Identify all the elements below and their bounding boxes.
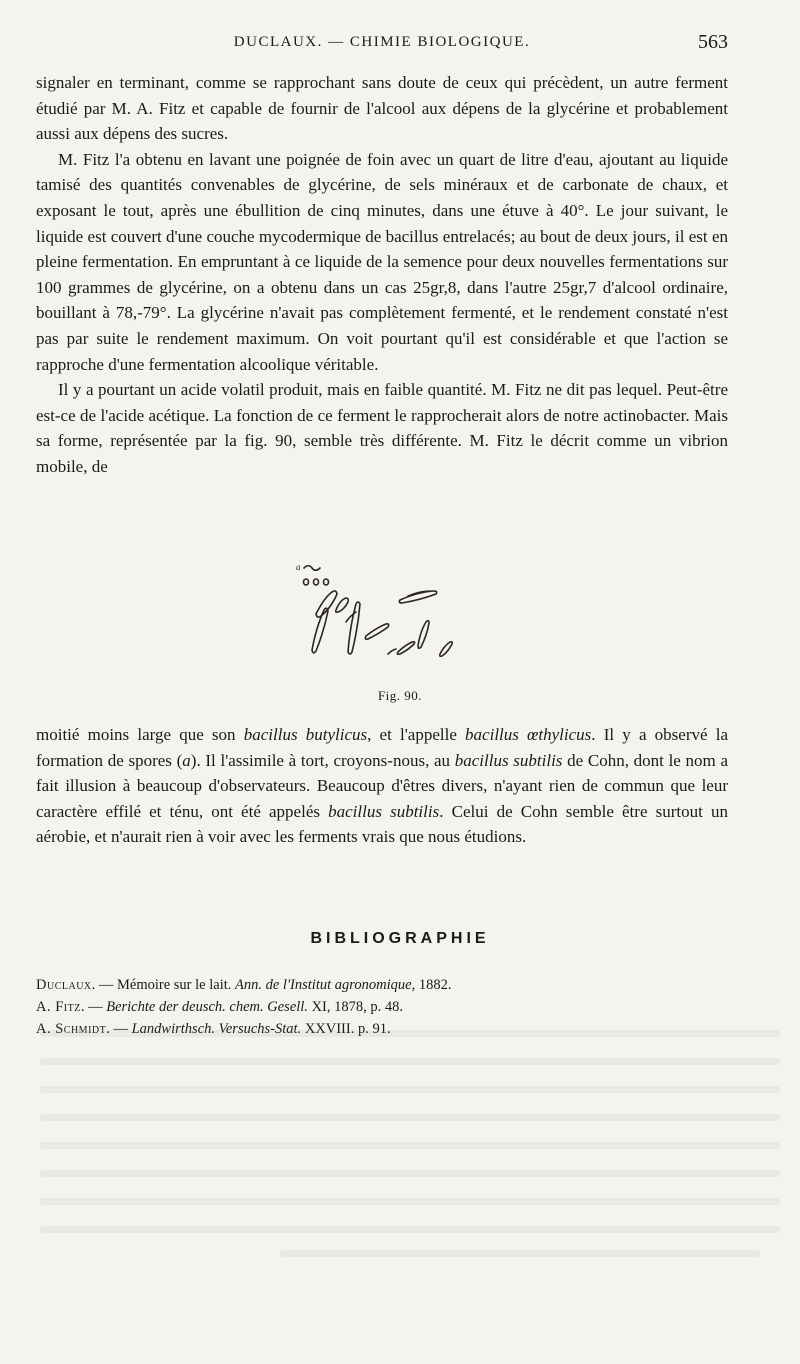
- running-title: DUCLAUX. — CHIMIE BIOLOGIQUE.: [233, 34, 531, 50]
- text-block-bottom: [36, 722, 728, 850]
- text-run: de Cohn, dont le nom a fait illusion à beaucoup d'observateurs. Beaucoup d'êtres divers, n'ayant rien de commun que leur caractère effilé et ténu, ont été appelés: [36, 750, 728, 821]
- bib-title: Berichte der deusch. chem. Gesell.: [106, 999, 308, 1015]
- bib-title: Landwirthsch. Versuchs-Stat.: [131, 1021, 302, 1037]
- paragraph-1: signaler en terminant, comme se rapprochant sans doute de ceux qui précèdent, un autre ferment étudié par M. A. Fitz et capable de fournir de l'alcool aux dépens de la glycérine et probablement aussi aux dépens des sucres.: [36, 73, 728, 144]
- italic-term: a: [182, 750, 191, 770]
- text-run: . Celui de Cohn semble être surtout un aérobie, et n'aurait rien à voir avec les ferments vrais que nous étudions.: [36, 801, 728, 847]
- italic-term: bacillus subtilis: [328, 801, 440, 821]
- bibliography-heading: BIBLIOGRAPHIE: [310, 930, 490, 947]
- paragraph-4: [36, 722, 728, 850]
- bib-author: Duclaux: [36, 977, 92, 993]
- bib-author: A. Fitz: [36, 999, 81, 1015]
- figure-caption: Fig. 90.: [377, 688, 423, 703]
- italic-term: bacillus subtilis: [454, 750, 563, 770]
- running-head: [36, 31, 728, 58]
- bibliography-entry: [36, 974, 736, 996]
- bib-author: A. Schmidt: [36, 1021, 107, 1037]
- figure-label-a: a: [296, 562, 301, 572]
- text-block-top: [36, 70, 728, 480]
- bib-details: XI, 1878, p. 48.: [307, 999, 403, 1015]
- text-run: ). Il l'assimile à tort, croyons-nous, au: [190, 750, 455, 770]
- bib-separator: . —: [80, 999, 107, 1015]
- bacillus-illustration: [290, 556, 510, 686]
- bib-separator: . —: [106, 1021, 132, 1037]
- bib-title: Ann. de l'Institut agronomique: [235, 977, 412, 993]
- bibliography-entry: [36, 996, 736, 1018]
- text-run: . Il y a observé la formation de spores (: [36, 725, 728, 770]
- bib-details: , 1882.: [411, 977, 452, 993]
- bib-separator: . — Mémoire sur le lait.: [91, 977, 235, 993]
- italic-term: bacillus œthylicus: [465, 725, 592, 744]
- paragraph-2: M. Fitz l'a obtenu en lavant une poignée de foin avec un quart de litre d'eau, ajoutant au liquide tamisé des quantités convenables de glycérine, de sels minéraux et de carbonate de chaux, et exposant le tout, après une ébullition de cinq minutes, dans une étuve à 40°. Le jour suivant, le liquide est couvert d'une couche mycodermique de bacillus entrelacés; au bout de deux jours, il est en pleine fermentation. En empruntant à ce liquide de la semence pour deux nouvelles fermentations sur 100 grammes de glycérine, on a obtenu dans un cas 25gr,8, dans l'autre 25gr,7 d'alcool ordinaire, bouillant à 78,-79°. La glycérine n'avait pas complètement fermenté, et le rendement constaté n'est pas par suite le rendement maximum. On voit pourtant qu'il est considérable et que l'action se rapproche d'une fermentation alcoolique véritable.: [36, 149, 728, 374]
- bibliography-entry: [36, 1018, 736, 1040]
- text-run: , et l'appelle: [367, 725, 466, 744]
- bibliography-list: [36, 974, 736, 1040]
- text-run: moitié moins large que son: [36, 725, 244, 744]
- italic-term: bacillus butylicus: [243, 725, 368, 744]
- page-number: 563: [698, 31, 728, 53]
- figure-90: [290, 556, 510, 706]
- bib-details: XXVIII. p. 91.: [301, 1021, 391, 1037]
- paragraph-3: Il y a pourtant un acide volatil produit, mais en faible quantité. M. Fitz ne dit pas lequel. Peut-être est-ce de l'acide acétique. La fonction de ce ferment le rapprocherait alors de notre actinobacter. Mais sa forme, représentée par la fig. 90, semble très différente. M. Fitz le décrit comme un vibrion mobile, de: [36, 380, 728, 476]
